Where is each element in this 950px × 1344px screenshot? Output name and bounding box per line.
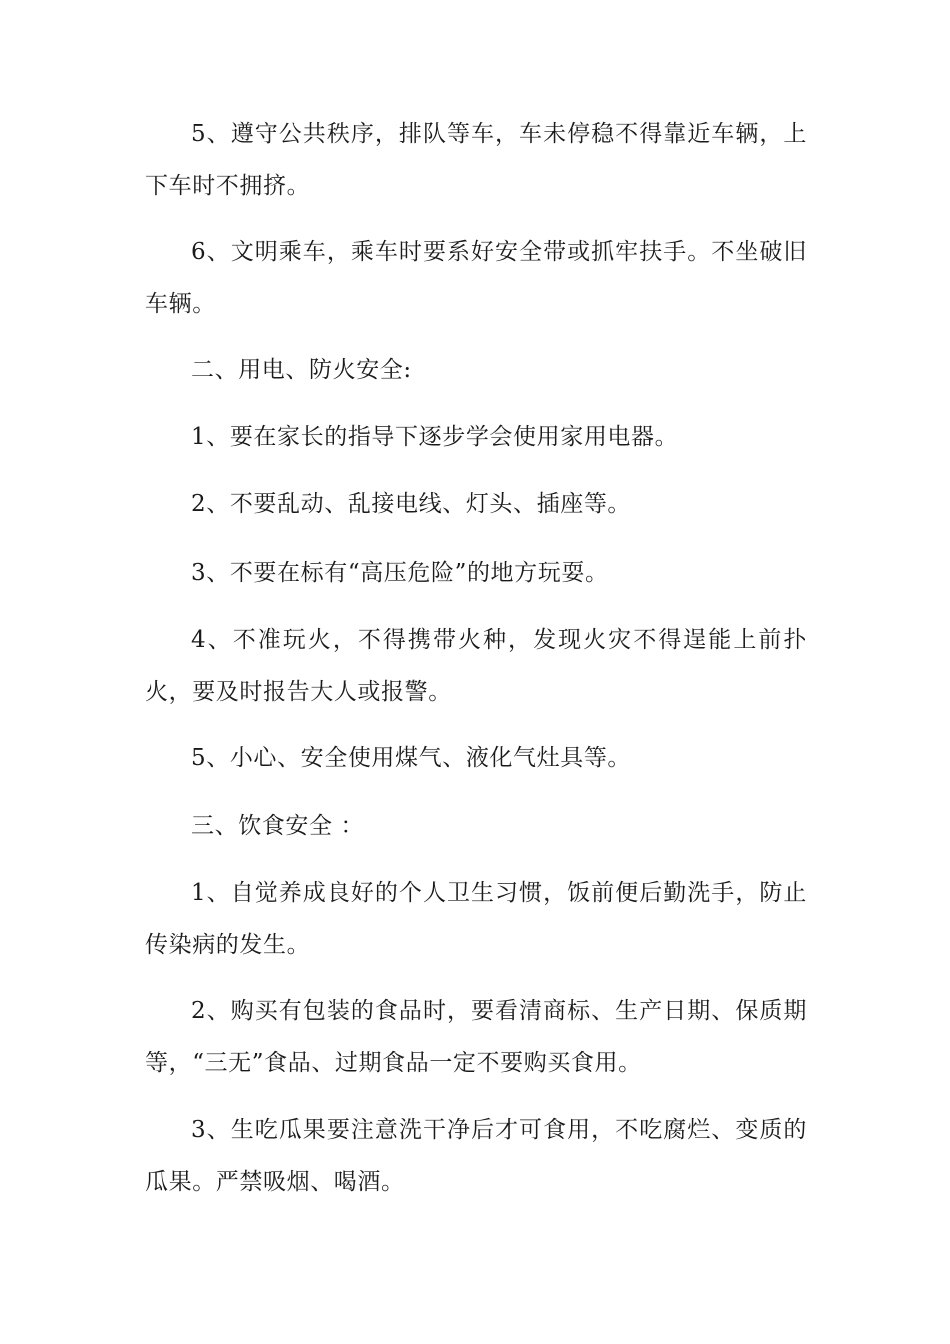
paragraph-food-1: 1、自觉养成良好的个人卫生习惯，饭前便后勤洗手，防止传染病的发生。 <box>145 880 807 958</box>
section-heading-food-safety: 三、饮食安全 ： <box>191 813 365 839</box>
paragraph-electricity-1: 1、要在家长的指导下逐步学会使用家用电器。 <box>191 424 679 450</box>
paragraph-traffic-5: 5、遵守公共秩序，排队等车，车未停稳不得靠近车辆，上下车时不拥挤。 <box>145 121 807 199</box>
paragraph-fire-5: 5、小心、安全使用煤气、液化气灶具等。 <box>191 745 632 771</box>
paragraph-fire-4: 4、不准玩火，不得携带火种，发现火灾不得逞能上前扑火，要及时报告大人或报警。 <box>145 627 807 705</box>
paragraph-food-2: 2、购买有包装的食品时，要看清商标、生产日期、保质期等，“三无”食品、过期食品一定不要购买食用。 <box>145 998 807 1076</box>
paragraph-electricity-3: 3、不要在标有“高压危险”的地方玩耍。 <box>191 560 609 586</box>
paragraph-electricity-2: 2、不要乱动、乱接电线、灯头、插座等。 <box>191 491 632 517</box>
paragraph-traffic-6: 6、文明乘车，乘车时要系好安全带或抓牢扶手。不坐破旧车辆。 <box>145 239 807 317</box>
section-heading-electricity-fire: 二、用电、防火安全: <box>191 357 412 383</box>
paragraph-food-3: 3、生吃瓜果要注意洗干净后才可食用，不吃腐烂、变质的瓜果。严禁吸烟、喝酒。 <box>145 1117 807 1195</box>
